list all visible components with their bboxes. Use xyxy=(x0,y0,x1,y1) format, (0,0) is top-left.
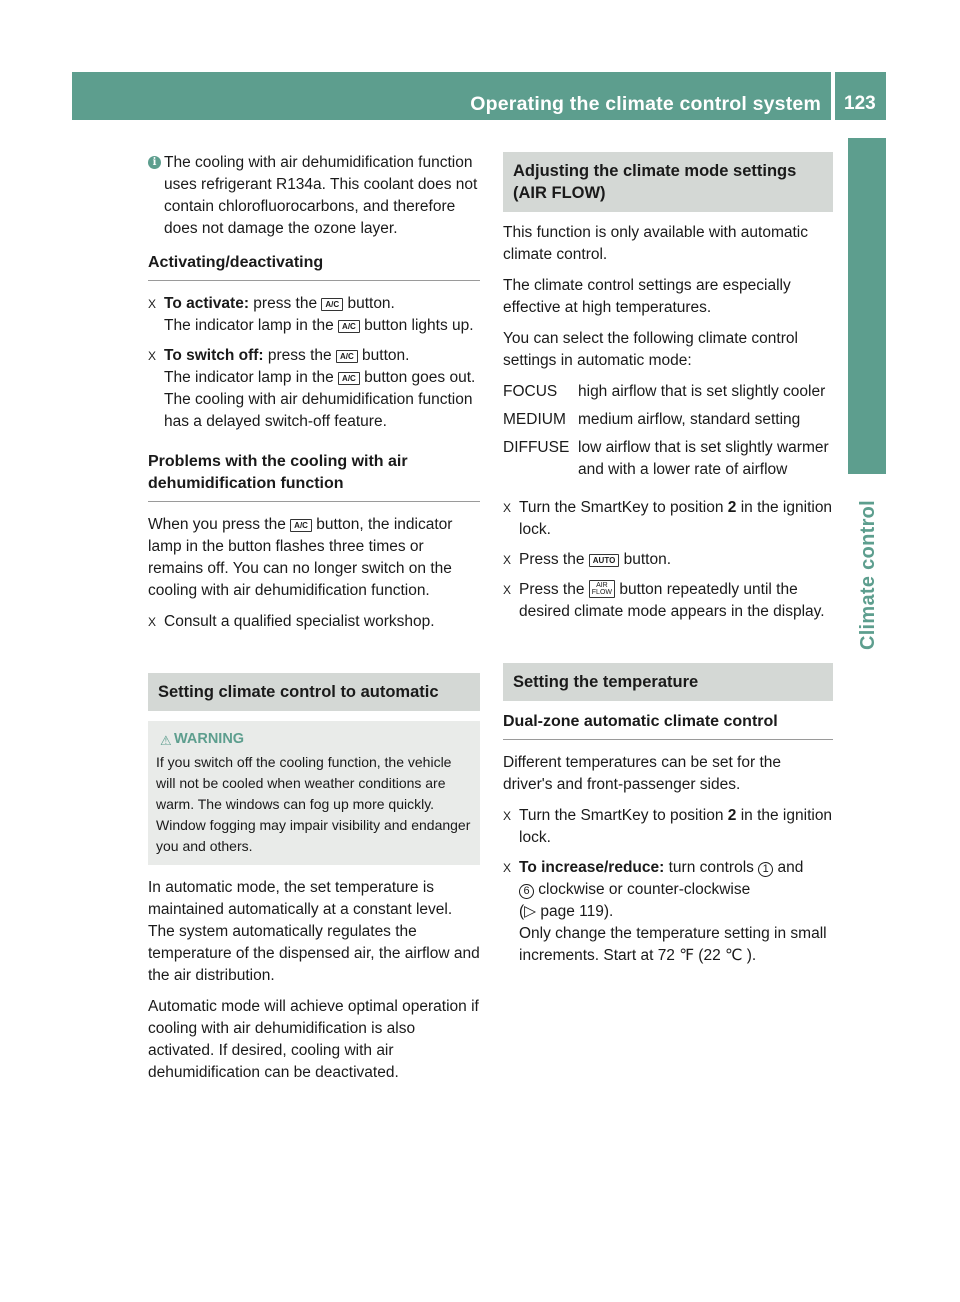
step-press-auto: X Press the AUTO button. xyxy=(503,549,833,571)
step-arrow-icon: X xyxy=(503,583,512,597)
temperature-paragraph: Different temperatures can be set for the driver's and front-passenger sides. xyxy=(503,754,782,793)
step-arrow-icon: X xyxy=(148,297,157,311)
info-note: i The cooling with air dehumidification function uses refrigerant R134a. This coolant does not contain chlorofluorocarbons, and therefore does not damage the ozone layer. xyxy=(148,152,480,240)
page-reference-link[interactable]: (▷ page 119). xyxy=(519,903,614,920)
side-tab xyxy=(848,138,886,474)
step-arrow-icon: X xyxy=(503,809,512,823)
step-arrow-icon: X xyxy=(503,861,512,875)
step-arrow-icon: X xyxy=(503,553,512,567)
step-smartkey: X Turn the SmartKey to position 2 in the ignition lock. xyxy=(503,499,833,538)
step-arrow-icon: X xyxy=(148,615,157,629)
table-row: MEDIUM medium airflow, standard setting xyxy=(503,411,801,428)
step-switch-off: X To switch off: press the A/C button. The indicator lamp in the A/C button goes out. The cooling with air dehumidification function has a delayed switch-off feature. xyxy=(148,347,476,430)
table-row: FOCUS high airflow that is set slightly cooler xyxy=(503,383,826,400)
step-smartkey-2: X Turn the SmartKey to position 2 in the ignition lock. xyxy=(503,807,833,846)
airflow-button-icon: AIR FLOW xyxy=(589,580,615,598)
ac-button-icon: A/C xyxy=(338,320,360,333)
side-tab-label: Climate control xyxy=(857,499,879,651)
page-number: 123 xyxy=(844,93,876,114)
step-increase-reduce: X To increase/reduce: turn controls 1 and 6 clockwise or counter-clockwise (▷ page 119). Only change the temperature setting in small increments. Start at 72 ℉ (22 ℃ ). xyxy=(503,859,827,964)
section-heading-automatic: Setting climate control to automatic xyxy=(148,673,480,711)
page-title: Operating the climate control system xyxy=(470,93,821,115)
ac-button-icon: A/C xyxy=(338,372,360,385)
info-icon: i xyxy=(148,156,161,169)
airflow-paragraph-1: This function is only available with automatic climate control. xyxy=(503,224,808,263)
page-number-box xyxy=(835,72,886,120)
automatic-paragraph-2: Automatic mode will achieve optimal operation if cooling with air dehumidification is also activated. If desired, cooling with air dehumidification can be deactivated. xyxy=(148,998,479,1081)
left-column xyxy=(148,152,480,1093)
airflow-paragraph-3: You can select the following climate control settings in automatic mode: xyxy=(503,330,798,369)
subheading-dual-zone: Dual-zone automatic climate control xyxy=(503,711,833,740)
step-arrow-icon: X xyxy=(148,349,157,363)
step-arrow-icon: X xyxy=(503,501,512,515)
problems-paragraph: When you press the A/C button, the indicator lamp in the button flashes three times or remains off. You can no longer switch on the cooling with air dehumidification function. xyxy=(148,516,453,599)
subheading-problems: Problems with the cooling with air dehumidification function xyxy=(148,451,480,502)
table-row: DIFFUSE low airflow that is set slightly warmer and with a lower rate of airflow xyxy=(503,439,829,478)
ac-button-icon: A/C xyxy=(336,350,358,363)
warning-box: ⚠ WARNING If you switch off the cooling function, the vehicle will not be cooled when weather conditions are warm. The windows can fog up more quickly. Window fogging may impair visibility and endanger you and others. xyxy=(148,721,480,865)
control-6-marker: 6 xyxy=(519,884,534,899)
step-consult: X Consult a qualified specialist workshop. xyxy=(148,611,480,633)
step-activate: X To activate: press the A/C button. The indicator lamp in the A/C button lights up. xyxy=(148,295,474,334)
warning-text: If you switch off the cooling function, the vehicle will not be cooled when weather conditions are warm. The windows can fog up more quickly. Window fogging may impair visibility and endanger you and others. xyxy=(156,754,471,854)
section-heading-temperature: Setting the temperature xyxy=(503,663,833,701)
automatic-paragraph-1: In automatic mode, the set temperature is maintained automatically at a constant level. The system automatically regulates the temperature of the dispensed air, the airflow and the air distribution. xyxy=(148,879,480,984)
header-bar xyxy=(72,72,831,120)
right-column xyxy=(503,152,833,975)
section-heading-airflow: Adjusting the climate mode settings (AIR FLOW) xyxy=(503,152,833,212)
ac-button-icon: A/C xyxy=(290,519,312,532)
auto-button-icon: AUTO xyxy=(589,554,620,567)
step-press-airflow: X Press the AIR FLOW button repeatedly until the desired climate mode appears in the display. xyxy=(503,581,825,620)
control-1-marker: 1 xyxy=(758,862,773,877)
subheading-activating: Activating/deactivating xyxy=(148,252,480,281)
airflow-paragraph-2: The climate control settings are especially effective at high temperatures. xyxy=(503,277,791,316)
warning-icon: ⚠ xyxy=(160,733,172,748)
climate-mode-table xyxy=(503,381,833,487)
ac-button-icon: A/C xyxy=(321,298,343,311)
